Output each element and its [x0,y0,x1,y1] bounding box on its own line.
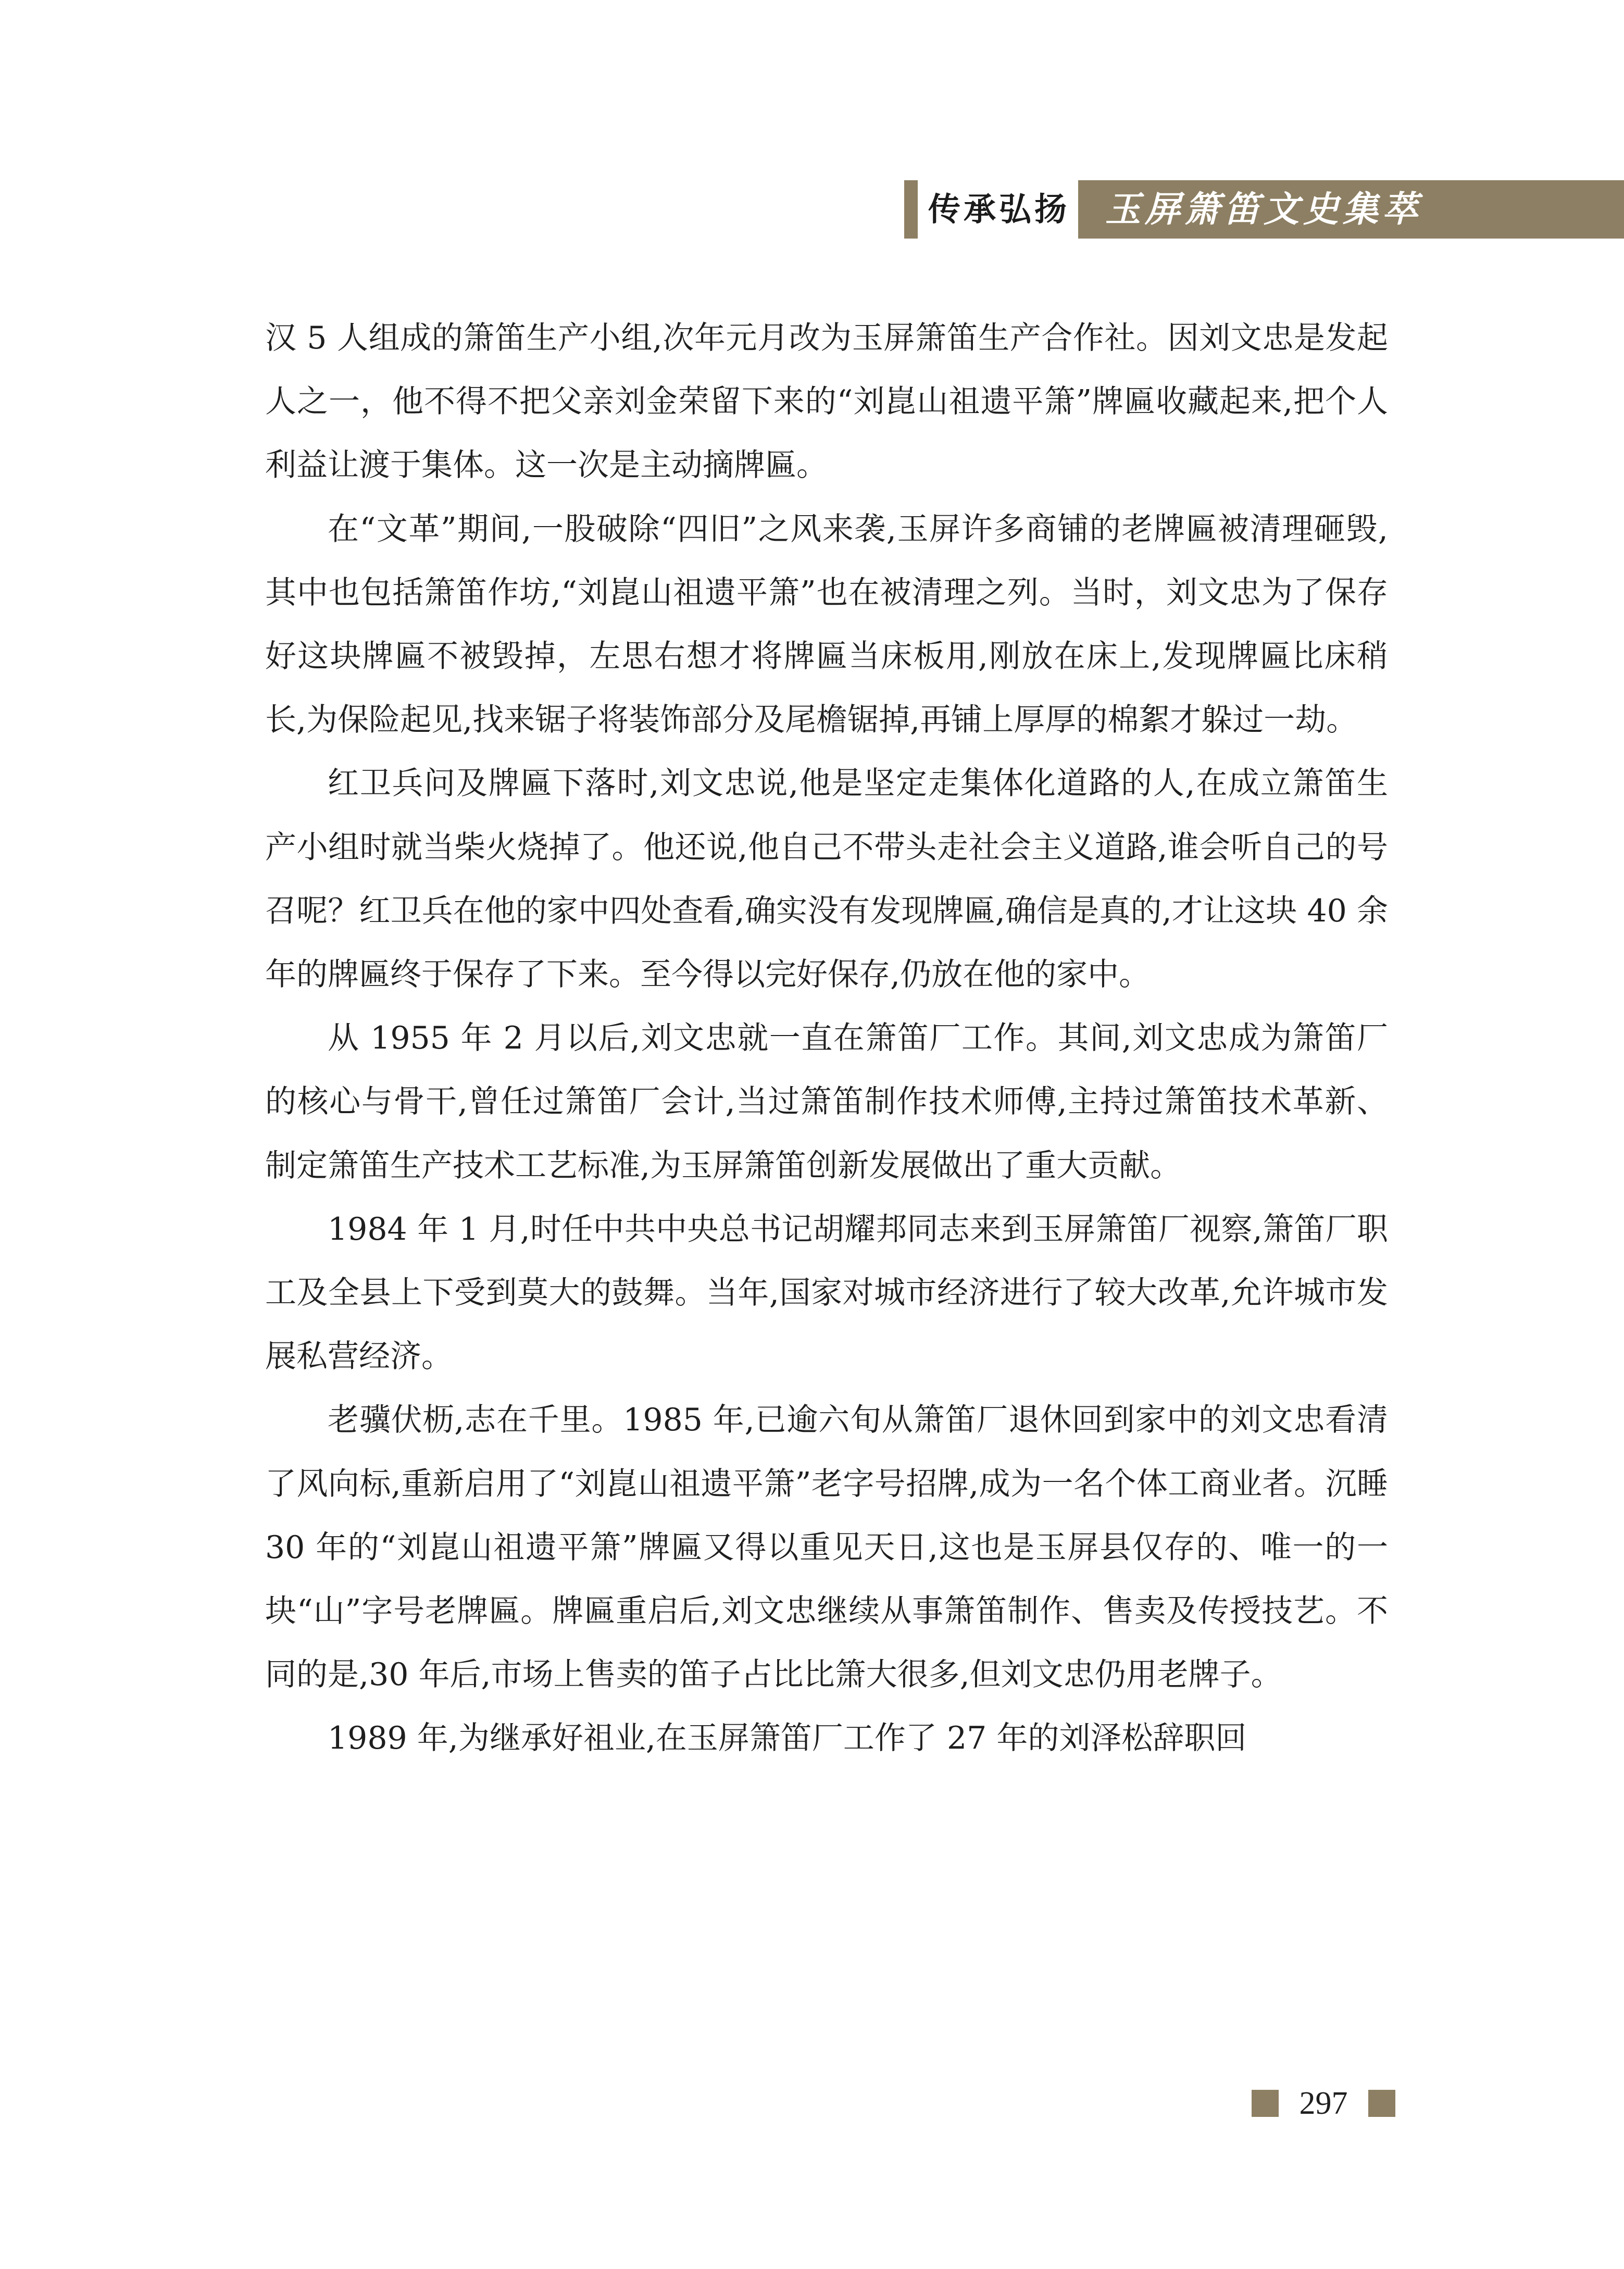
paragraph: 1984 年 1 月,时任中共中央总书记胡耀邦同志来到玉屏箫笛厂视察,箫笛厂职工及全县上下受到莫大的鼓舞。当年,国家对城市经济进行了较大改革,允许城市发展私营经济。 [265,1211,1388,1375]
paragraph: 汉 5 人组成的箫笛生产小组,次年元月改为玉屏箫笛生产合作社。因刘文忠是发起人之一，他不得不把父亲刘金荣留下来的“刘崑山祖遗平箫”牌匾收藏起来,把个人利益让渡于集体。这一次是主动摘牌匾。 [265,320,1388,484]
footer-square-left [1252,2090,1279,2117]
footer-square-right [1368,2090,1395,2117]
header-marker [904,180,918,239]
paragraph: 红卫兵问及牌匾下落时,刘文忠说,他是坚定走集体化道路的人,在成立箫笛生产小组时就当柴火烧掉了。他还说,他自己不带头走社会主义道路,谁会听自己的号召呢？红卫兵在他的家中四处查看,确实没有发现牌匾,确信是真的,才让这块 40 余年的牌匾终于保存了下来。至今得以完好保存,仍放在他的家中。 [265,765,1388,993]
paragraph: 1989 年,为继承好祖业,在玉屏箫笛厂工作了 27 年的刘泽松辞职回 [328,1720,1247,1757]
body-text [265,306,1388,1771]
header-band [1078,180,1624,239]
paragraph: 老骥伏枥,志在千里。1985 年,已逾六旬从箫笛厂退休回到家中的刘文忠看清了风向标,重新启用了“刘崑山祖遗平箫”老字号招牌,成为一名个体工商业者。沉睡 30 年的“刘崑山祖遗平箫”牌匾又得以重见天日,这也是玉屏县仅存的、唯一的一块“山”字号老牌匾。牌匾重启后,刘文忠继续从事箫笛制作、售卖及传授技艺。不同的是,30 年后,市场上售卖的笛子占比比箫大很多,但刘文忠仍用老牌子。 [265,1402,1388,1693]
paragraph: 在“文革”期间,一股破除“四旧”之风来袭,玉屏许多商铺的老牌匾被清理砸毁,其中也包括箫笛作坊,“刘崑山祖遗平箫”也在被清理之列。当时，刘文忠为了保存好这块牌匾不被毁掉，左思右想才将牌匾当床板用,刚放在床上,发现牌匾比床稍长,为保险起见,找来锯子将装饰部分及尾檐锯掉,再铺上厚厚的棉絮才躲过一劫。 [265,510,1388,739]
book-title: 玉屏箫笛文史集萃 [1105,189,1422,230]
section-title: 传承弘扬 [928,190,1070,228]
running-header [904,180,1624,239]
page-number: 297 [1299,2086,1348,2121]
paragraph: 从 1955 年 2 月以后,刘文忠就一直在箫笛厂工作。其间,刘文忠成为箫笛厂的核心与骨干,曾任过箫笛厂会计,当过箫笛制作技术师傅,主持过箫笛技术革新、制定箫笛生产技术工艺标准,为玉屏箫笛创新发展做出了重大贡献。 [265,1020,1388,1184]
